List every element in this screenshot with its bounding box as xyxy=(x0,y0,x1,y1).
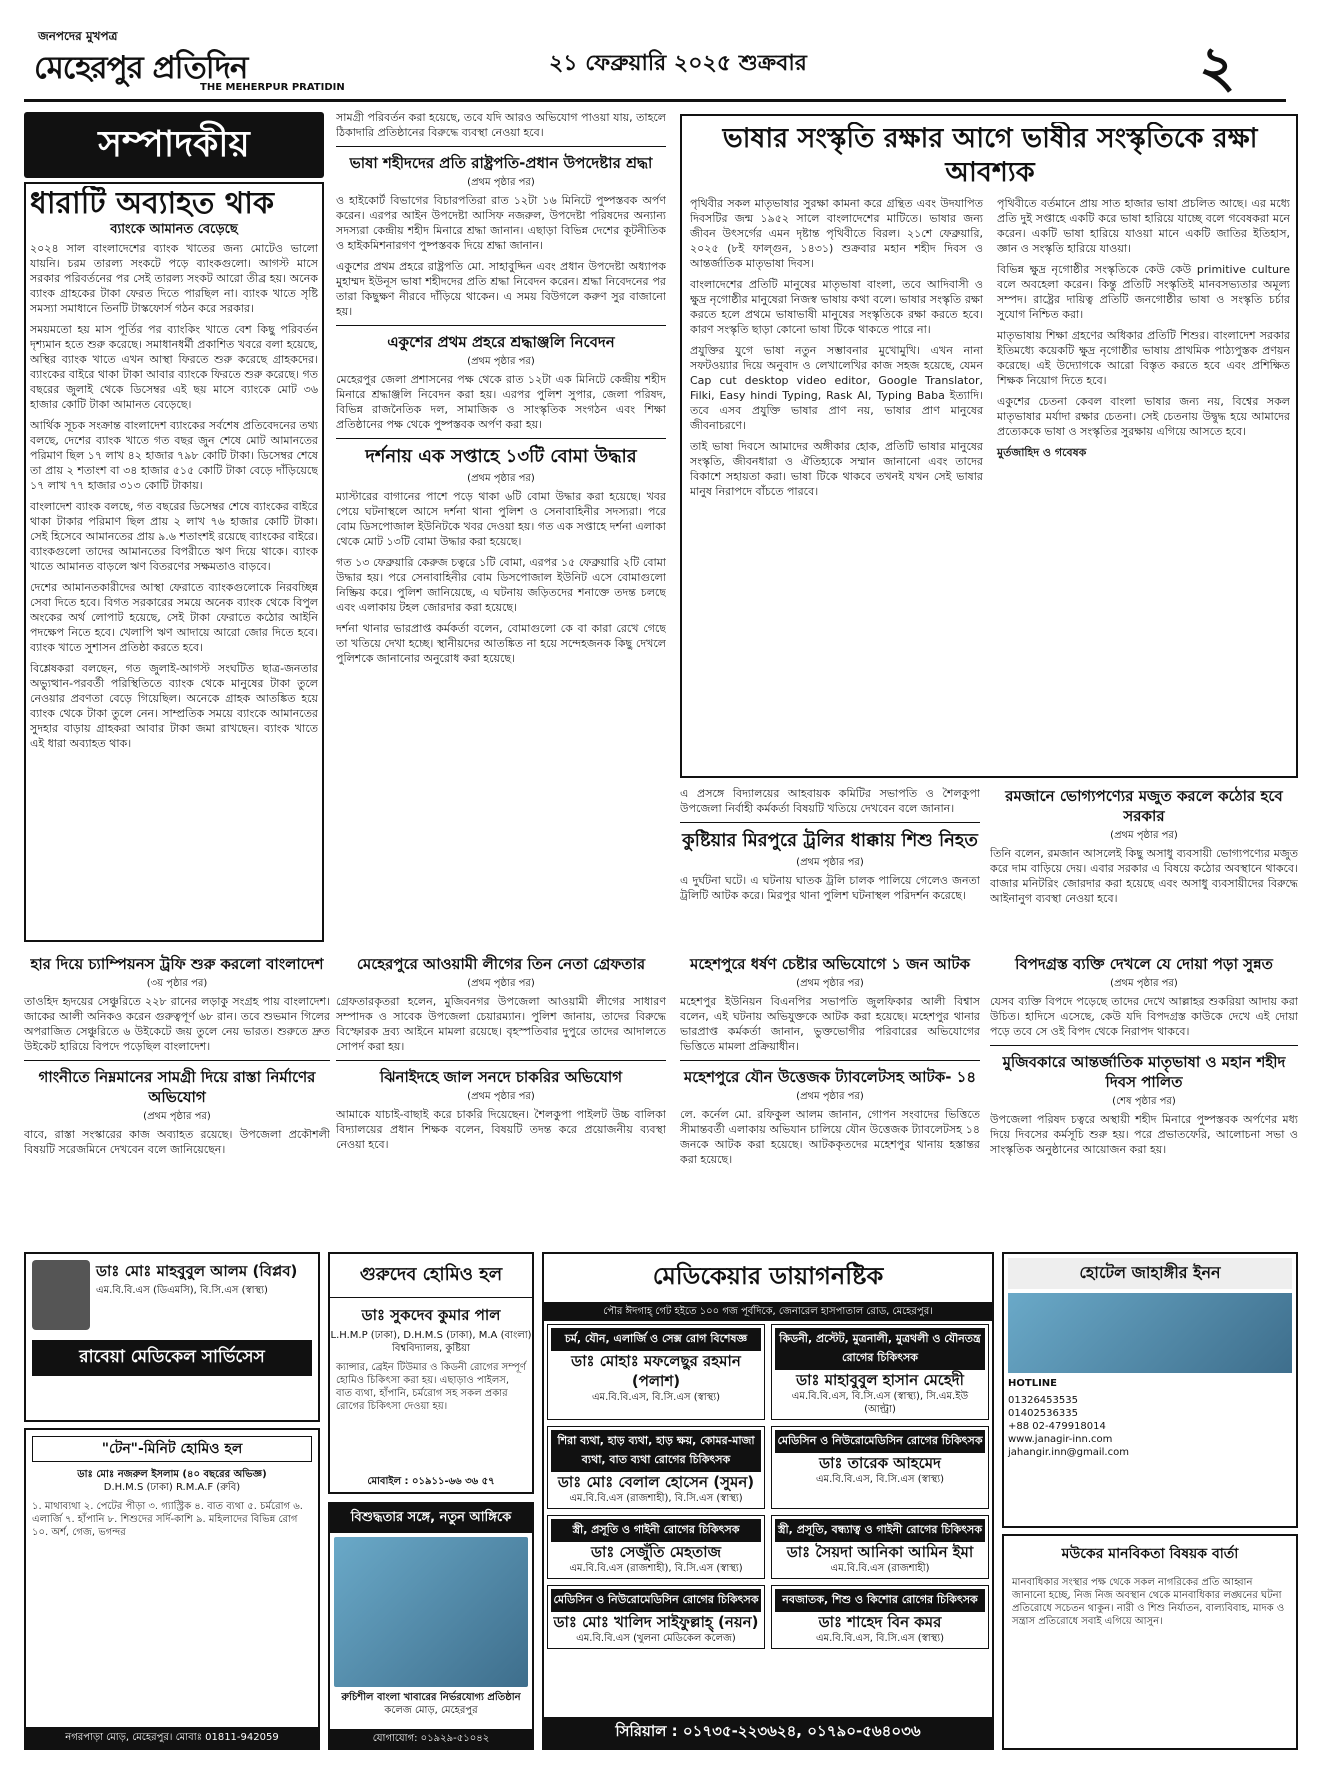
doctor-specialty: চর্ম, যৌন, এলার্জি ও সেক্স রোগ বিশেষজ্ঞ xyxy=(551,1328,761,1351)
inn-photo xyxy=(1008,1293,1292,1373)
inn-email[interactable]: jahangir.inn@gmail.com xyxy=(1008,1447,1129,1458)
doctor-name: ডাঃ মোঃ বেলাল হোসেন (সুমন) xyxy=(557,1473,755,1491)
doctor-name: ডাঃ সেজুঁতি মেহতাজ xyxy=(590,1543,722,1561)
inn-phone-3: +88 02-479918014 xyxy=(1008,1421,1106,1432)
editorial-subhead: ব্যাংকে আমানত বেড়েছে xyxy=(110,222,238,237)
column-two-lower: মেহেরপুরে আওয়ামী লীগের তিন নেতা গ্রেফতার (প্রথম পৃষ্ঠার পর) গ্রেফতারকৃতরা হলেন, মুজিবনগর উপজেলা আওয়ামী লীগের সাধারণ সম্পাদক ও সাবেক উপজেলা চেয়ারম্যান। পুলিশ জানায়, তাদের বিরুদ্ধে বিস্ফোরক দ্রব্য আইনে মামলা রয়েছে। বৃহস্পতিবার দুপুরে তাদের আদালতে সোপর্দ করা হয়। ঝিনাইদহে জাল সনদে চাকরির অভিযোগ (প্রথম পৃষ্ঠার পর) আমাকে যাচাই-বাছাই করে চাকরি দিয়েছেন। শৈলকুপা পাইলট উচ্চ বালিকা বিদ্যালয়ের প্রধান শিক্ষক বলেন, বিষয়টি তদন্ত করে প্রয়োজনীয় ব্যবস্থা নেওয়া হবে। xyxy=(336,955,666,1151)
page-number: ২ xyxy=(1199,35,1236,100)
ad-doctor-mahbubul: ডাঃ মোঃ মাহবুবুল আলম (বিপ্লব) এম.বি.বি.এস (ডিএমসি), বি.সি.এস (স্বাস্থ্য) রাবেয়া মেডিকেল সার্ভিসেস xyxy=(24,1252,320,1422)
doctor-degree: এম.বি.বি.এস, বি.সি.এস (স্বাস্থ্য), সি.এম.ইউ (আল্ট্রা) xyxy=(791,1391,969,1415)
ad-gurudev-homeo: গুরুদেব হোমিও হল ডাঃ সুকদেব কুমার পাল L.H.M.P (ঢাকা), D.H.M.S (ঢাকা), M.A (বাংলা) বিশ্ববিদ্যালয়, কুষ্টিয়া ক্যান্সার, ব্রেইন টিউমার ও কিডনী রোগের সম্পূর্ণ হোমিও চিকিৎসা করা হয়। এছাড়াও পাইলস, বাত ব্যথা, হাঁপানি, চর্মরোগ সহ সকল প্রকার রোগের চিকিৎসা দেওয়া হয়। মোবাইল : ০১৯১১-৬৬ ৩৬ ৫৭ xyxy=(328,1252,534,1494)
headline-moheshpur-tablets: মহেশপুরে যৌন উত্তেজক ট্যাবলেটসহ আটক- ১৪ xyxy=(683,1068,977,1086)
ad-jahangir-inn: হোটেল জাহাঙ্গীর ইনন HOTLINE 01326453535 01402536335 +88 02-479918014 www.janagir-inn.com jahangir.inn@gmail.com xyxy=(1002,1252,1298,1528)
doctor-specialty: নবজাতক, শিশু ও কিশোর রোগের চিকিৎসক xyxy=(775,1589,985,1612)
doctor-specialty: মেডিসিন ও নিউরোমেডিসিন রোগের চিকিৎসক xyxy=(551,1589,761,1612)
doctor-specialty: কিডনী, প্রস্টেট, মুত্রনালী, মুত্রথলী ও যৌনতন্ত্র রোগের চিকিৎসক xyxy=(775,1328,985,1370)
doctor-degree: এম.বি.বি.এস (রাজশাহী) xyxy=(830,1563,930,1574)
doctor-name: ডাঃ মোঃ খালিদ সাইফুল্লাহ্ (নয়ন) xyxy=(553,1613,759,1631)
doctor-degree: এম.বি.বি.এস (রাজশাহী), বি.সি.এস (স্বাস্থ্য) xyxy=(569,1563,743,1574)
doctor-card xyxy=(771,1324,989,1420)
doctor-name: ডাঃ সৈয়দা আনিকা আমিন ইমা xyxy=(786,1543,974,1561)
editorial-column: ধারাটি অব্যাহত থাক ব্যাংকে আমানত বেড়েছে ২০২৪ সাল বাংলাদেশের ব্যাংক খাতের জন্য মোটেও ভালো যায়নি। চরম তারল্য সংকটে পড়ে ব্যাংকগুলো। আগস্ট মাসে সরকার পরিবর্তনের পর সেই তারল্য সংকট আরো তীব্র হয়। অনেক ব্যাংক গ্রাহকের টাকা ফেরত দিতে পারছিল না। ব্যাংক খাতে সৃষ্টি সমস্যা সমাধানে তিনটি টাস্কফোর্স গঠন করে সরকার। সময়মতো হয় মাস পূর্তির পর ব্যাংকিং খাতে বেশ কিছু পরিবর্তন দৃশ্যমান হতে শুরু করেছে। সমাধানধর্মী প্রকাশিত খবরে বলা হয়েছে, অস্থির ব্যাংক খাতে এখন আস্থা ফিরতে শুরু করেছে গ্রাহকদের। ব্যাংকের বাইরে থাকা টাকা আবার ব্যাংকে ফিরতে শুরু করেছে। গত বছরের জুলাই থেকে ডিসেম্বর এই ছয় মাসে ব্যাংকে মোট ৩৬ হাজার কোটি টাকা আমানত বেড়েছে। আর্থিক সূচক সংক্রান্ত বাংলাদেশ ব্যাংকের সর্বশেষ প্রতিবেদনের তথ্য বলছে, দেশের ব্যাংক খাতে গত বছর জুন শেষে মোট আমানতের পরিমাণ ছিল ১৭ লাখ ৪২ হাজার ৭৯৮ কোটি টাকা। ডিসেম্বর শেষে তা প্রায় ২ শতাংশ বা ৩৪ হাজার ৫১৫ কোটি টাকা বেড়ে দাঁড়িয়েছে ১৭ লাখ ৭৭ হাজার ৩১৩ কোটি টাকায়। বাংলাদেশ ব্যাংক বলছে, গত বছরের ডিসেম্বর শেষে ব্যাংকের বাইরে থাকা টাকার পরিমাণ ছিল প্রায় ২ লাখ ৭৬ হাজার কোটি টাকা। সেই হিসেবে আমানতের প্রায় ৯.৬ শতাংশই রয়েছে ব্যাংকের বাইরে। ব্যাংকগুলো তাদের আমানতের বিপরীতে ঋণ দিয়ে থাকে। ব্যাংক খাতে আমানত বাড়লে ঋণ বিতরণের সক্ষমতাও বাড়বে। দেশের আমানতকারীদের আস্থা ফেরাতে ব্যাংকগুলোকে নিরবচ্ছিন্ন সেবা দিতে হবে। বিগত সরকারের সময়ে অনেক ব্যাংক থেকে বিপুল অংকের অর্থ লোপাট হয়েছে, সেই টাকা ফেরাতে কঠোর আইনি পদক্ষেপ নিতে হবে। খেলাপি ঋণ আদায়ে আরো জোর দিতে হবে। ব্যাংক খাতে সুশাসন প্রতিষ্ঠা করতে হবে। বিশ্লেষকরা বলছেন, গত জুলাই-আগস্ট সংঘটিত ছাত্র-জনতার অভ্যুত্থান-পরবর্তী পরিস্থিতিতে ব্যাংক থেকে মানুষের টাকা তুলে নেওয়ার প্রবণতা বেড়ে গিয়েছিল। অনেকে গ্রাহক আতঙ্কিত হয়ে ব্যাংক থেকে টাকা তুলে নেন। সাম্প্রতিক সময়ে ব্যাংকে আমানতের সুদহার বাড়ায় গ্রাহকরা আবার টাকা জমা রাখছেন। ব্যাংক খাতে এই ধারা অব্যাহত থাক। xyxy=(30,186,318,750)
doctor-name: ডাঃ মাহাবুবুল হাসান মেহেদী xyxy=(796,1371,964,1389)
doctor-name: ডাঃ মোহাঃ মফলেছুর রহমান (পলাশ) xyxy=(571,1352,741,1390)
column-three-upper: এ প্রসঙ্গে বিদ্যালয়ের আহবায়ক কমিটির সভাপতি ও শৈলকুপা উপজেলা নির্বাহী কর্মকর্তা বিষয়টি খতিয়ে দেখবেন বলে জানান। কুষ্টিয়ার মিরপুরে ট্রলির ধাক্কায় শিশু নিহত (প্রথম পৃষ্ঠার পর) এ দুর্ঘটনা ঘটে। এ ঘটনায় ঘাতক ট্রলি চালক পালিয়ে গেলেও জনতা ট্রলিটি আটক করে। মিরপুর থানা পুলিশ ঘটনাস্থল পরিদর্শন করেছে। xyxy=(680,787,980,902)
doctor-specialty: মেডিসিন ও নিউরোমেডিসিন রোগের চিকিৎসক xyxy=(775,1430,985,1453)
essay-column: ভাষার সংস্কৃতি রক্ষার আগে ভাষীর সংস্কৃতিকে রক্ষা আবশ্যক পৃথিবীর সকল মাতৃভাষার সুরক্ষা কামনা করে গ্রন্থিত এবং উদযাপিত দিবসটির জন্ম ১৯৫২ সালে বাংলাদেশের মাটিতে। ভাষার জন্য জীবন উৎসর্গের এমন দৃষ্টান্ত পৃথিবীতে বিরল। ২১শে ফেব্রুয়ারি, ২০২৫ (৮ই ফাল্গুন, ১৪৩১) শুক্রবার মহান শহীদ দিবস ও আন্তর্জাতিক মাতৃভাষা দিবস। বাংলাদেশের প্রতিটি মানুষের মাতৃভাষা বাংলা, তবে আদিবাসী ও ক্ষুদ্র নৃগোষ্ঠীর মানুষেরা নিজস্ব ভাষায় কথা বলে। ভাষার সংস্কৃতি রক্ষা করতে হলে প্রথমে ভাষাভাষী মানুষের সংস্কৃতিকে রক্ষা করতে হবে। কারণ সংস্কৃতি ছাড়া কোনো ভাষা টিকে থাকতে পারে না। প্রযুক্তির যুগে ভাষা নতুন সম্ভাবনার মুখোমুখি। এখন নানা সফটওয়্যার দিয়ে অনুবাদ ও লেখালেখির কাজ সহজ হয়েছে, যেমন Cap cut desktop video editor, Google Translator, Filki, Easy hindi Typing, Rask AI, Typing Baba ইত্যাদি। তবে এসব প্রযুক্তি ভাষার প্রাণ নয়, ভাষার প্রাণ মানুষের জীবনাচরণে। তাই ভাষা দিবসে আমাদের অঙ্গীকার হোক, প্রতিটি ভাষার মানুষের সংস্কৃতি, জীবনধারা ও ঐতিহ্যকে সম্মান জানানো এবং তাদের বিকাশে সহায়তা করা। ভাষা টিকে থাকবে তখনই যখন সেই ভাষার মানুষ নিরাপদে বাঁচতে পারবে। পৃথিবীতে বর্তমানে প্রায় সাত হাজার ভাষা প্রচলিত আছে। এর মধ্যে প্রতি দুই সপ্তাহে একটি করে ভাষা হারিয়ে যাচ্ছে বলে গবেষকরা মনে করেন। একটি ভাষা হারিয়ে যাওয়া মানে একটি জাতির ইতিহাস, জ্ঞান ও সংস্কৃতি হারিয়ে যাওয়া। বিভিন্ন ক্ষুদ্র নৃগোষ্ঠীর সংস্কৃতিকে কেউ কেউ primitive culture বলে অবহেলা করেন। কিন্তু প্রতিটি সংস্কৃতিই মানবসভ্যতার অমূল্য সম্পদ। রাষ্ট্রের দায়িত্ব প্রতিটি জনগোষ্ঠীর ভাষা ও সংস্কৃতি চর্চার সুযোগ নিশ্চিত করা। মাতৃভাষায় শিক্ষা গ্রহণের অধিকার প্রতিটি শিশুর। বাংলাদেশ সরকার ইতিমধ্যে কয়েকটি ক্ষুদ্র নৃগোষ্ঠীর ভাষায় প্রাথমিক পাঠ্যপুস্তক প্রণয়ন করেছে। এই উদ্যোগকে আরো বিস্তৃত করতে হবে এবং প্রশিক্ষিত শিক্ষক নিয়োগ দিতে হবে। একুশের চেতনা কেবল বাংলা ভাষার জন্য নয়, বিশ্বের সকল মাতৃভাষার মর্যাদা রক্ষার চেতনা। সেই চেতনায় উদ্বুদ্ধ হয়ে আমাদের প্রত্যেককে ভাষা ও সংস্কৃতির সুরক্ষায় এগিয়ে আসতে হবে। মুর্তজাহিদ ও গবেষক xyxy=(690,123,1290,498)
doctor-card xyxy=(547,1515,765,1579)
doctor-specialty: স্ত্রী, প্রসূতি, বন্ধ্যাত্ব ও গাইনী রোগের চিকিৎসক xyxy=(775,1519,985,1542)
editorial-headline: ধারাটি অব্যাহত থাক xyxy=(30,186,274,221)
editorial-body: ২০২৪ সাল বাংলাদেশের ব্যাংক খাতের জন্য মোটেও ভালো যায়নি। চরম তারল্য সংকটে পড়ে ব্যাংকগুলো। আগস্ট মাসে সরকার পরিবর্তনের পর সেই তারল্য সংকট আরো তীব্র হয়। অনেক ব্যাংক গ্রাহকের টাকা ফেরত দিতে পারছিল না। ব্যাংক খাতে সৃষ্টি সমস্যা সমাধানে তিনটি টাস্কফোর্স গঠন করে সরকার। xyxy=(30,242,318,315)
column-two: সামগ্রী পরিবর্তন করা হয়েছে, তবে যদি আরও অভিযোগ পাওয়া যায়, তাহলে ঠিকাদারি প্রতিষ্ঠানের বিরুদ্ধে ব্যবস্থা নেওয়া হবে। ভাষা শহীদদের প্রতি রাষ্ট্রপতি-প্রধান উপদেষ্টার শ্রদ্ধা (প্রথম পৃষ্ঠার পর) ও হাইকোর্ট বিভাগের বিচারপতিরা রাত ১২টা ১৬ মিনিটে পুষ্পস্তবক অর্পণ করেন। এরপর আইন উপদেষ্টা আসিফ নজরুল, উপদেষ্টা পরিষদের অন্যান্য সদস্যরা কেন্দ্রীয় শহীদ মিনারে শ্রদ্ধা জানান। এছাড়া বিভিন্ন দেশের কূটনীতিক ও হাইকমিশনারগণ পুষ্পস্তবক দিয়ে শ্রদ্ধা জানান। একুশের প্রথম প্রহরে রাষ্ট্রপতি মো. সাহাবুদ্দিন এবং প্রধান উপদেষ্টা অধ্যাপক মুহাম্মদ ইউনূস ভাষা শহীদদের প্রতি শ্রদ্ধা নিবেদন করেন। শ্রদ্ধা নিবেদনের পর তারা কিছুক্ষণ নীরবে দাঁড়িয়ে থাকেন। এ সময় বিউগলে করুণ সুর বাজানো হয়। একুশের প্রথম প্রহরে শ্রদ্ধাঞ্জলি নিবেদন (প্রথম পৃষ্ঠার পর) মেহেরপুর জেলা প্রশাসনের পক্ষ থেকে রাত ১২টা এক মিনিটে কেন্দ্রীয় শহীদ মিনারে শ্রদ্ধাঞ্জলি নিবেদন করা হয়। এরপর পুলিশ সুপার, জেলা পরিষদ, বিভিন্ন রাজনৈতিক দল, সামাজিক ও সাংস্কৃতিক সংগঠন এবং শিক্ষা প্রতিষ্ঠানের পক্ষ থেকে পুষ্পস্তবক অর্পণ করা হয়। দর্শনায় এক সপ্তাহে ১৩টি বোমা উদ্ধার (প্রথম পৃষ্ঠার পর) ম্যাস্টারের বাগানের পাশে পড়ে থাকা ৬টি বোমা উদ্ধার করা হয়েছে। খবর পেয়ে ঘটনাস্থলে আসে দর্শনা থানা পুলিশ ও সেনাবাহিনীর সদস্যরা। পরে বোম ডিসপোজাল ইউনিটকে খবর দেওয়া হয়। গত এক সপ্তাহে দর্শনা এলাকা থেকে মোট ১৩টি বোমা উদ্ধার করা হয়েছে। গত ১৩ ফেব্রুয়ারি কেরুজ চত্বরে ১টি বোমা, এরপর ১৫ ফেব্রুয়ারি ২টি বোমা উদ্ধার হয়। পরে সেনাবাহিনীর বোম ডিসপোজাল ইউনিট এসে বোমাগুলো নিষ্ক্রিয় করে। পুলিশ জানিয়েছে, এ ঘটনায় জড়িতদের শনাক্তে তদন্ত চলছে এবং এলাকায় টহল জোরদার করা হয়েছে। দর্শনা থানার ভারপ্রাপ্ত কর্মকর্তা বলেন, বোমাগুলো কে বা কারা রেখে গেছে তা খতিয়ে দেখা হচ্ছে। স্থানীয়দের আতঙ্কিত না হয়ে সন্দেহজনক কিছু দেখলে পুলিশকে জানানোর অনুরোধ করা হয়েছে। xyxy=(336,111,666,665)
headline-mujibnagar-observed: মুজিবকারে আন্তর্জাতিক মাতৃভাষা ও মহান শহীদ দিবস পালিত xyxy=(1002,1053,1286,1091)
doctor-degree: এম.বি.বি.এস, বি.সি.এস (স্বাস্থ্য) xyxy=(815,1474,945,1485)
headline-gangni-road: গাংনীতে নিম্নমানের সামগ্রী দিয়ে রাস্তা নির্মাণের অভিযোগ xyxy=(38,1068,316,1106)
column-four-lower: বিপদগ্রস্ত ব্যক্তি দেখলে যে দোয়া পড়া সুন্নত (প্রথম পৃষ্ঠার পর) যেসব ব্যক্তি বিপদে পড়েছে তাদের দেখে আল্লাহর শুকরিয়া আদায় করা উচিত। হাদিসে এসেছে, কেউ যদি বিপদগ্রস্ত কাউকে দেখে এই দোয়া পড়ে তবে সে ওই বিপদ থেকে নিরাপদ থাকবে। মুজিবকারে আন্তর্জাতিক মাতৃভাষা ও মহান শহীদ দিবস পালিত (শেষ পৃষ্ঠার পর) উপজেলা পরিষদ চত্বরে অস্থায়ী শহীদ মিনারে পুষ্পস্তবক অর্পণের মধ্য দিয়ে দিবসের কর্মসূচি শুরু হয়। পরে প্রভাতফেরি, আলোচনা সভা ও সাংস্কৃতিক অনুষ্ঠানের আয়োজন করা হয়। xyxy=(990,955,1298,1156)
column-one-lower: হার দিয়ে চ্যাম্পিয়নস ট্রফি শুরু করলো বাংলাদেশ (৩য় পৃষ্ঠার পর) তাওহিদ হৃদয়ের সেঞ্চুরিতে ২২৮ রানের লড়াকু সংগ্রহ পায় বাংলাদেশ। জাকের আলী অনিকও করেন গুরুত্বপূর্ণ ৬৮ রান। তবে শুভমান গিলের অপরাজিত সেঞ্চুরিতে ৬ উইকেটে জয় তুলে নেয় ভারত। শুরুতে দ্রুত উইকেট হারিয়ে বিপদে পড়েছিল বাংলাদেশ। গাংনীতে নিম্নমানের সামগ্রী দিয়ে রাস্তা নির্মাণের অভিযোগ (প্রথম পৃষ্ঠার পর) বাবে, রাস্তা সংস্কারের কাজ অব্যাহত রয়েছে। উপজেলা প্রকৌশলী বিষয়টি সরেজমিনে দেখবেন বলে জানিয়েছেন। xyxy=(24,955,330,1156)
column-four-upper: রমজানে ভোগ্যপণ্যের মজুত করলে কঠোর হবে সরকার (প্রথম পৃষ্ঠার পর) তিনি বলেন, রমজান আসলেই কিছু অসাধু ব্যবসায়ী ভোগ্যপণ্যের মজুত করে দাম বাড়িয়ে দেয়। এবার সরকার এ বিষয়ে কঠোর অবস্থানে থাকবে। বাজার মনিটরিং জোরদার করা হয়েছে এবং অসাধু ব্যবসায়ীদের বিরুদ্ধে আইনানুগ ব্যবস্থা নেওয়া হবে। xyxy=(990,787,1298,905)
doctor-name: ডাঃ শাহেদ বিন কমর xyxy=(818,1613,942,1631)
doctor-photo xyxy=(32,1260,90,1330)
headline-ramadan-hoarding: রমজানে ভোগ্যপণ্যের মজুত করলে কঠোর হবে সরকার xyxy=(1005,787,1283,825)
doctor-card xyxy=(771,1426,989,1509)
inn-phone-2: 01402536335 xyxy=(1008,1408,1078,1419)
tagline: জনপদের মুখপত্র xyxy=(38,29,118,43)
newspaper-page xyxy=(18,18,1299,1758)
headline-champions-trophy: হার দিয়ে চ্যাম্পিয়নস ট্রফি শুরু করলো বাংলাদেশ xyxy=(30,955,324,973)
doctor-specialty: স্ত্রী, প্রসূতি ও গাইনী রোগের চিকিৎসক xyxy=(551,1519,761,1542)
essay-author: মুর্তজাহিদ ও গবেষক xyxy=(997,446,1087,459)
ad-hotel: বিশুদ্ধতার সঙ্গে, নতুন আঙ্গিকে রুচিশীল বাংলা খাবারের নির্ভরযোগ্য প্রতিষ্ঠান কলেজ মোড়, মেহেরপুর যোগাযোগ: ০১৯২৯-৫১০৪২ xyxy=(328,1502,534,1750)
headline-ekushe-tribute: একুশের প্রথম প্রহরে শ্রদ্ধাঞ্জলি নিবেদন xyxy=(387,333,615,351)
doctor-degree: এম.বি.বি.এস (খুলনা মেডিকেল কলেজ) xyxy=(576,1633,736,1644)
headline-awami-arrest: মেহেরপুরে আওয়ামী লীগের তিন নেতা গ্রেফতার xyxy=(356,955,646,973)
dateline: ২১ ফেব্রুয়ারি ২০২৫ শুক্রবার xyxy=(549,51,807,76)
doctor-card xyxy=(771,1515,989,1579)
headline-dua-sunnah: বিপদগ্রস্ত ব্যক্তি দেখলে যে দোয়া পড়া সুন্নত xyxy=(1015,955,1273,973)
headline-darshana-bombs: দর্শনায় এক সপ্তাহে ১৩টি বোমা উদ্ধার xyxy=(365,446,637,467)
headline-language-culture: ভাষার সংস্কৃতি রক্ষার আগে ভাষীর সংস্কৃতিকে রক্ষা আবশ্যক xyxy=(722,123,1258,188)
doctor-grid xyxy=(544,1321,992,1652)
doctor-card xyxy=(547,1426,765,1509)
doctor-degree: এম.বি.বি.এস, বি.সি.এস (স্বাস্থ্য) xyxy=(815,1633,945,1644)
editorial-banner: সম্পাদকীয় xyxy=(24,112,324,178)
doctor-degree: এম.বি.বি.এস (রাজশাহী), বি.সি.এস (স্বাস্থ্য) xyxy=(569,1493,743,1504)
column-three-lower: মহেশপুরে ধর্ষণ চেষ্টার অভিযোগে ১ জন আটক (প্রথম পৃষ্ঠার পর) মহেশপুর ইউনিয়ন বিএনপির সভাপতি জুলফিকার আলী বিশ্বাস বলেন, এই ঘটনায় অভিযুক্তকে আটক করা হয়েছে। মহেশপুর থানার ভারপ্রাপ্ত কর্মকর্তা জানান, ভুক্তভোগীর পরিবারের অভিযোগের ভিত্তিতে মামলা প্রক্রিয়াধীন। মহেশপুরে যৌন উত্তেজক ট্যাবলেটসহ আটক- ১৪ (প্রথম পৃষ্ঠার পর) লে. কর্নেল মো. রফিকুল আলম জানান, গোপন সংবাদের ভিত্তিতে সীমান্তবর্তী এলাকায় অভিযান চালিয়ে যৌন উত্তেজক ট্যাবলেটসহ ১৪ জনকে আটক করা হয়েছে। আটককৃতদের মহেশপুর থানায় হস্তান্তর করা হয়েছে। xyxy=(680,955,980,1166)
brand xyxy=(24,24,354,98)
doctor-specialty: শিরা ব্যথা, হাড় ব্যথা, হাড় ক্ষয়, কোমর-মাজা ব্যথা, বাত ব্যথা রোগের চিকিৎসক xyxy=(551,1430,761,1472)
inn-phone-1: 01326453535 xyxy=(1008,1395,1078,1406)
headline-president-tribute: ভাষা শহীদদের প্রতি রাষ্ট্রপতি-প্রধান উপদেষ্টার শ্রদ্ধা xyxy=(349,154,653,172)
logo: মেহেরপুর প্রতিদিন xyxy=(34,50,248,86)
doctor-name: ডাঃ তারেক আহমেদ xyxy=(819,1454,941,1472)
headline-kushtia-trolley: কুষ্টিয়ার মিরপুরে ট্রলির ধাক্কায় শিশু নিহত xyxy=(682,830,978,851)
doctor-card xyxy=(547,1324,765,1420)
hotel-photo xyxy=(334,1537,528,1687)
doctor-card xyxy=(547,1585,765,1649)
headline-jhenaidah-certificate: ঝিনাইদহে জাল সনদে চাকরির অভিযোগ xyxy=(379,1068,623,1086)
masthead xyxy=(24,24,1286,102)
inn-website[interactable]: www.janagir-inn.com xyxy=(1008,1434,1113,1445)
doctor-degree: এম.বি.বি.এস, বি.সি.এস (স্বাস্থ্য) xyxy=(591,1392,721,1403)
doctor-card xyxy=(771,1585,989,1649)
ad-ten-minute-homeo: "টেন"-মিনিট হোমিও হল ডাঃ মোঃ নজরুল ইসলাম (৪০ বছরের অভিজ্ঞ) D.H.M.S (ঢাকা) R.M.A.F (রুবি) ১. মাথাব্যথা ২. পেটের পীড়া ৩. গ্যাস্ট্রিক ৪. বাত ব্যথা ৫. চর্মরোগ ৬. এলার্জি ৭. হাঁপানি ৮. শিশুদের সর্দি-কাশি ৯. মহিলাদের বিভিন্ন রোগ ১০. অর্শ, গেজ, ভগন্দর নগরপাড়া মোড়, মেহেরপুর। মোবাঃ 01811-942059 xyxy=(24,1428,320,1750)
headline-moheshpur-attempt: মহেশপুরে ধর্ষণ চেষ্টার অভিযোগে ১ জন আটক xyxy=(689,955,971,973)
ad-human-rights: মউকের মানবিকতা বিষয়ক বার্তা মানবাধিকার সংস্থার পক্ষ থেকে সকল নাগরিকের প্রতি আহ্বান জানানো হচ্ছে, নিজ নিজ অবস্থান থেকে মানবাধিকার লঙ্ঘনের ঘটনা প্রতিরোধে সচেতন থাকুন। নারী ও শিশু নির্যাতন, বাল্যবিবাহ, মাদক ও সন্ত্রাস প্রতিরোধে সবাই এগিয়ে আসুন। xyxy=(1002,1534,1298,1750)
logo-english: THE MEHERPUR PRATIDIN xyxy=(200,82,345,93)
ad-medicare-diagnostic: মেডিকেয়ার ডায়াগনষ্টিক পৌর ঈদগাহ্ গেট হইতে ১০০ গজ পূর্বদিকে, জেনারেল হাসপাতাল রোড, মেহেরপুর। চর্ম, যৌন, এলার্জি ও সেক্স রোগ বিশেষজ্ঞ ডাঃ মোহাঃ মফলেছুর রহমান (পলাশ) এম.বি.বি.এস, বি.সি.এস (স্বাস্থ্য) কিডনী, প্রস্টেট, মুত্রনালী, মুত্রথলী ও যৌনতন্ত্র রোগের চিকিৎসক ডাঃ মাহাবুবুল হাসান মেহেদী এম.বি.বি.এস, বি.সি.এস (স্বাস্থ্য), সি.এম.ইউ (আল্ট্রা) শিরা ব্যথা, হাড় ব্যথা, হাড় ক্ষয়, কোমর-মাজা ব্যথা, বাত ব্যথা রোগের চিকিৎসক ডাঃ মোঃ বেলাল হোসেন (সুমন) এম.বি.বি.এস (রাজশাহী), বি.সি.এস (স্বাস্থ্য) মেডিসিন ও নিউরোমেডিসিন রোগের চিকিৎসক ডাঃ তারেক আহমেদ এম.বি.বি.এস, বি.সি.এস (স্বাস্থ্য) স্ত্রী, প্রসূতি ও গাইনী রোগের চিকিৎসক ডাঃ সেজুঁতি মেহতাজ এম.বি.বি.এস (রাজশাহী), বি.সি.এস (স্বাস্থ্য) স্ত্রী, প্রসূতি, বন্ধ্যাত্ব ও গাইনী রোগের চিকিৎসক ডাঃ সৈয়দা আনিকা আমিন ইমা এম.বি.বি.এস (রাজশাহী) মেডিসিন ও নিউরোমেডিসিন রোগের চিকিৎসক ডাঃ মোঃ খালিদ সাইফুল্লাহ্ (নয়ন) এম.বি.বি.এস (খুলনা মেডিকেল কলেজ) নবজাতক, শিশু ও কিশোর রোগের চিকিৎসক ডাঃ শাহেদ বিন কমর এম.বি.বি.এস, বি.সি.এস (স্বাস্থ্য) সিরিয়াল : ০১৭৩৫-২২৩৬২৪, ০১৭৯০-৫৬৪০৩৬ xyxy=(542,1252,994,1750)
